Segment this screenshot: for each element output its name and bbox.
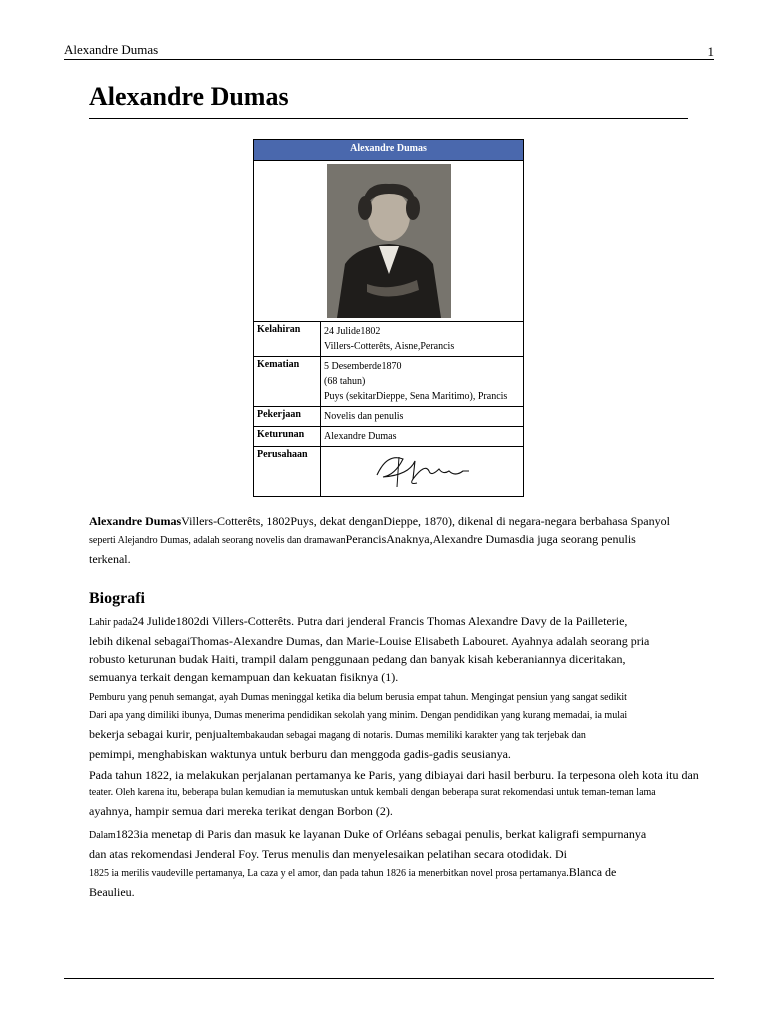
bio-p2-line-4: pemimpi, menghabiskan waktunya untuk berburu dan menggoda gadis-gadis seusianya. [89, 747, 511, 761]
value-kematian [321, 357, 524, 407]
bio-p4-line-1 [89, 825, 729, 845]
subject-name: Alexandre Dumas [89, 514, 182, 528]
value-keturunan [321, 427, 524, 447]
biografi-paragraph-2 [89, 689, 729, 763]
intro-text: seperti Alejandro Dumas, adalah seorang novelis dan dramawan [89, 535, 346, 546]
portrait-photo [327, 164, 451, 318]
value-line: Alexandre Dumas [324, 431, 397, 442]
label-perusahaan: Perusahaan [254, 447, 321, 497]
value-pekerjaan [321, 407, 524, 427]
bio-p1-line-2: lebih dikenal sebagaiThomas-Alexandre Dumas, dan Marie-Louise Elisabeth Labouret. Ayahnya adalah seorang pria [89, 634, 650, 648]
bio-p3-line-2: teater. Oleh karena itu, beberapa bulan kemudian ia memutuskan untuk kembali dengan beberapa surat rekomendasi untuk teman-teman lama [89, 787, 656, 798]
bio-text: 1825 ia merilis vaudeville pertamanya, La caza y el amor, dan pada tahun 1826 ia menerbitkan novel prosa pertamanya. [89, 868, 569, 879]
value-line: Puys (sekitarDieppe, Sena Maritimo), Prancis [324, 391, 508, 402]
running-header [64, 42, 714, 60]
running-title: Alexandre Dumas [64, 42, 159, 57]
page-title: Alexandre Dumas [89, 82, 289, 111]
bio-p3-line-1: Pada tahun 1822, ia melakukan perjalanan pertamanya ke Paris, yang dibiayai dari hasil berburu. Ia terpesona oleh kota itu dan [89, 768, 699, 782]
intro-line-3: terkenal. [89, 552, 131, 566]
footer-divider [64, 978, 714, 979]
value-line: 24 Julide1802 [324, 326, 381, 337]
bio-p4-line-4: Beaulieu. [89, 885, 135, 899]
infobox-heading: Alexandre Dumas [254, 140, 524, 161]
value-kelahiran [321, 322, 524, 357]
bio-p1-line-3: robusto keturunan budak Haiti, trampil dalam penggunaan pedang dan banyak kisah keberaniannya diceritakan, [89, 652, 626, 666]
signature-image [369, 449, 479, 491]
bio-text: Dalam [89, 830, 116, 841]
intro-line-2 [89, 530, 729, 550]
bio-p2-line-1: Pemburu yang penuh semangat, ayah Dumas meninggal ketika dia belum berusia empat tahun. Mengingat pensiun yang sangat sedikit [89, 692, 627, 703]
label-pekerjaan: Pekerjaan [254, 407, 321, 427]
label-kelahiran: Kelahiran [254, 322, 321, 357]
label-kematian: Kematian [254, 357, 321, 407]
bio-p2-line-3 [89, 725, 729, 745]
biografi-paragraph-1 [89, 612, 729, 686]
intro-paragraph [89, 512, 729, 568]
biografi-paragraph-3 [89, 766, 729, 820]
title-divider [89, 118, 688, 119]
bio-p3-line-3: ayahnya, hampir semua dari mereka terikat dengan Borbon (2). [89, 804, 393, 818]
bio-p1-line-4: semuanya terkait dengan kemampuan dan kekuatan fisiknya (1). [89, 670, 399, 684]
signature-cell [321, 447, 524, 497]
label-keturunan: Keturunan [254, 427, 321, 447]
intro-line-1 [89, 512, 729, 530]
bio-p1-line-1 [89, 612, 729, 632]
value-line: Villers-Cotterêts, Aisne,Perancis [324, 341, 455, 352]
infobox [253, 139, 524, 497]
section-heading-biografi: Biografi [89, 590, 145, 607]
value-line: Novelis dan penulis [324, 411, 404, 422]
bio-text: Blanca de [568, 865, 617, 879]
bio-text: Lahir pada [89, 617, 133, 628]
biografi-paragraph-4 [89, 825, 729, 901]
page-number: 1 [707, 44, 714, 59]
bio-text: tembakaudan sebagai magang di notaris. Dumas memiliki karakter yang tak terjebak dan [230, 730, 586, 741]
intro-text: Villers-Cotterêts, 1802Puys, dekat denganDieppe, 1870), dikenal di negara-negara berbahasa Spanyol [181, 514, 670, 528]
value-line: 5 Desemberde1870 [324, 361, 402, 372]
intro-text: PerancisAnaknya,Alexandre Dumasdia juga seorang penulis [345, 532, 636, 546]
bio-text: 1823ia menetap di Paris dan masuk ke layanan Duke of Orléans sebagai penulis, berkat kaligrafi sempurnanya [115, 827, 647, 841]
bio-p4-line-3 [89, 863, 729, 883]
bio-text: bekerja sebagai kurir, penjual [89, 727, 231, 741]
portrait-cell [254, 161, 524, 322]
bio-p2-line-2: Dari apa yang dimiliki ibunya, Dumas menerima pendidikan sekolah yang minim. Dengan pendidikan yang kurang memadai, ia mulai [89, 710, 628, 721]
value-line: (68 tahun) [324, 376, 366, 387]
bio-p4-line-2: dan atas rekomendasi Jenderal Foy. Terus menulis dan menyelesaikan pelatihan secara otodidak. Di [89, 847, 568, 861]
bio-text: 24 Julide1802di Villers-Cotterêts. Putra dari jenderal Francis Thomas Alexandre Davy de la Pailleterie, [132, 614, 628, 628]
